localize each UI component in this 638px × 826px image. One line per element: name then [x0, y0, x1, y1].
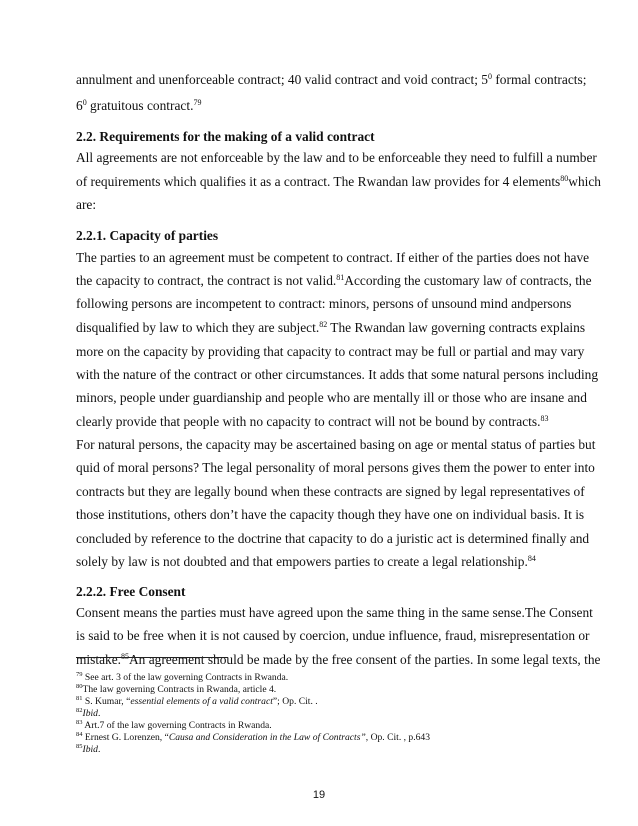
section-heading-2-2: 2.2. Requirements for the making of a valid contract	[76, 129, 375, 144]
text-line: concluded by reference to the doctrine that capacity to do a juristic act is determined finally and	[76, 531, 590, 546]
text-line: All agreements are not enforceable by the law and to be enforceable they need to fulfill a number	[76, 150, 597, 165]
text-line: mistake.$^{85}$An agreement should be made by the free consent of the parties. In some legal texts, the	[76, 652, 601, 667]
text-line: following persons are incompetent to contract: minors, persons of unsound mind andpersons	[76, 296, 572, 311]
footnote-ref-82: 82	[319, 320, 328, 329]
footnote-82: $^{82}$Ibid.	[76, 707, 101, 719]
text-line: those institutions, others don’t have the capacity though they have one on individual basis. It is	[76, 507, 585, 522]
footnote-79: $^{79}$ See art. 3 of the law governing Contracts in Rwanda.	[76, 671, 289, 683]
text-line: with the nature of the contract or other circumstances. It adds that some natural persons including	[76, 367, 599, 382]
footnote-80: $^{80}$The law governing Contracts in Rwanda, article 4.	[76, 683, 277, 695]
text-line: Consent means the parties must have agreed upon the same thing in the same sense.The Consent	[76, 605, 593, 620]
footnote-83: $^{83}$ Art.7 of the law governing Contracts in Rwanda.	[76, 719, 272, 731]
text-line: solely by law is not doubted and that empowers parties to create a legal relationship.$^{84}$	[76, 554, 536, 569]
text-line: more on the capacity by providing that capacity to contract may be full or partial and may vary	[76, 344, 585, 359]
text-line: disqualified by law to which they are subject.$^{82}$ The Rwandan law governing contracts explains	[76, 320, 586, 335]
text-line: contracts but they are legally bound when these contracts are signed by legal representatives of	[76, 484, 585, 499]
footnote-81: $^{81}$ S. Kumar, “essential elements of a valid contract”; Op. Cit. .	[76, 695, 318, 707]
superscript: 0	[487, 72, 492, 81]
footnote-ref-80: 80	[560, 174, 569, 183]
footnote-84: $^{84}$ Ernest G. Lorenzen, “Causa and Consideration in the Law of Contracts”, Op. Cit. , p.643	[76, 731, 431, 743]
footnote-85: $^{85}$Ibid.	[76, 743, 101, 755]
text-line: are:	[76, 197, 97, 212]
footnote-ref-85: 85	[121, 652, 129, 661]
text-line: the capacity to contract, the contract is not valid.$^{81}$According the customary law of contracts, the	[76, 273, 592, 288]
footnote-ref-81: 81	[336, 273, 345, 282]
text-line: annulment and unenforceable contract; 40 valid contract and void contract; $5^0$ formal contracts;	[76, 72, 587, 87]
section-heading-2-2-1: 2.2.1. Capacity of parties	[76, 228, 219, 243]
footnote-ref-79: 79	[193, 98, 202, 107]
text-line: is said to be free when it is not caused by coercion, undue influence, fraud, misrepresentation or	[76, 628, 590, 643]
page-number: 19	[312, 789, 326, 801]
text-line: The parties to an agreement must be competent to contract. If either of the parties does not have	[76, 250, 590, 265]
text-line: of requirements which qualifies it as a contract. The Rwandan law provides for 4 elements$^{80}$which	[76, 174, 602, 189]
text-line: clearly provide that people with no capacity to contract will not be bound by contracts.$^{83}$	[76, 414, 549, 429]
text-line: For natural persons, the capacity may be ascertained basing on age or mental status of parties but	[76, 437, 596, 452]
text-line: $6^0$ gratuitous contract.$^{79}$	[76, 98, 202, 113]
superscript: 0	[82, 98, 87, 107]
footnote-ref-83: 83	[540, 414, 549, 423]
footnote-ref-84: 84	[527, 554, 536, 563]
text-line: quid of moral persons? The legal personality of moral persons gives them the power to enter into	[76, 460, 595, 475]
footnote-divider	[76, 657, 228, 658]
section-heading-2-2-2: 2.2.2. Free Consent	[76, 584, 186, 599]
text-line: minors, people under guardianship and people who are mentally ill or those who are insane and	[76, 390, 587, 405]
